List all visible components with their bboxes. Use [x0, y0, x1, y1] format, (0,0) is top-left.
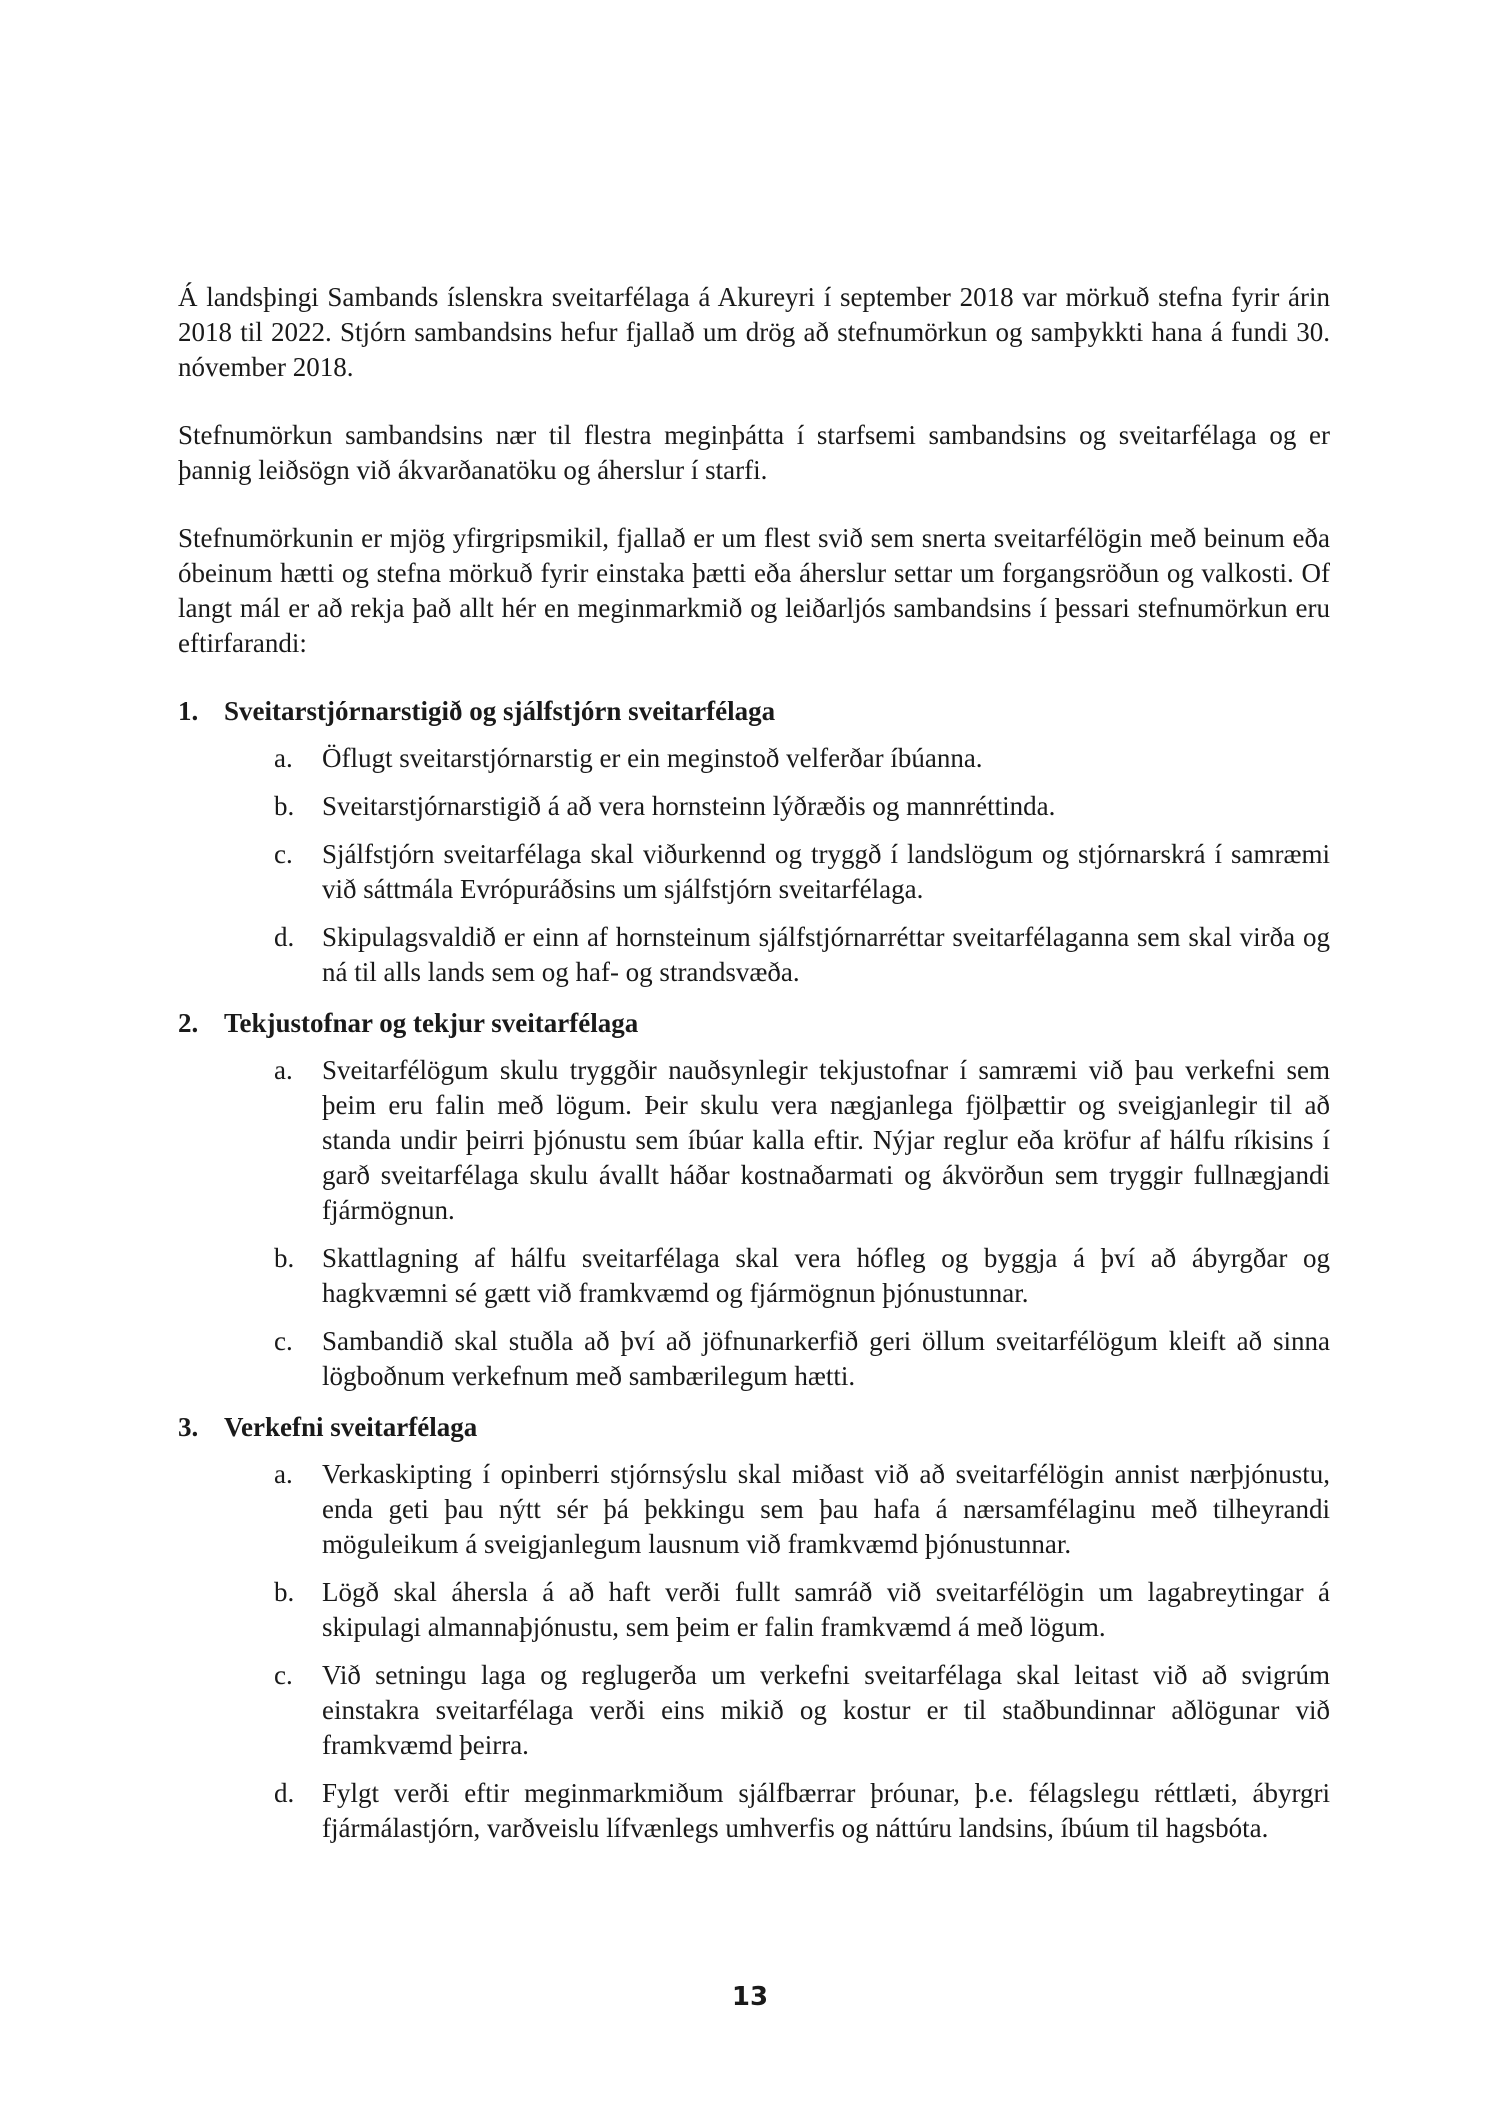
section-title: Verkefni sveitarfélaga: [224, 1412, 478, 1442]
section-title: Tekjustofnar og tekjur sveitarfélaga: [224, 1008, 639, 1038]
item-letter: d.: [274, 922, 295, 952]
item-letter: c.: [274, 1660, 293, 1690]
section-heading: [178, 1006, 1330, 1041]
list-item: [178, 1457, 1330, 1562]
item-text: Lögð skal áhersla á að haft verði fullt samráð við sveitarfélögin um lagabreytingar á skipulagi almannaþjónustu, sem þeim er falin framkvæmd á með lögum.: [322, 1577, 1330, 1642]
list-item: [178, 837, 1330, 907]
list-item: [178, 1575, 1330, 1645]
item-text: Við setningu laga og reglugerða um verkefni sveitarfélaga skal leitast við að svigrúm einstakra sveitarfélaga verði eins mikið og kostur er til staðbundinnar aðlögunar við framkvæmd þeirra.: [322, 1660, 1330, 1760]
list-item: [178, 1241, 1330, 1311]
item-text: Sambandið skal stuðla að því að jöfnunarkerfið geri öllum sveitarfélögum kleift að sinna lögboðnum verkefnum með sambærilegum hætti.: [322, 1326, 1330, 1391]
list-item: [178, 741, 1330, 776]
list-item: [178, 1324, 1330, 1394]
intro-paragraph: Stefnumörkun sambandsins nær til flestra meginþátta í starfsemi sambandsins og sveitarfélaga og er þannig leiðsögn við ákvarðanatöku og áherslur í starfi.: [178, 420, 1330, 485]
item-letter: a.: [274, 743, 293, 773]
item-text: Sveitarstjórnarstigið á að vera hornsteinn lýðræðis og mannréttinda.: [322, 791, 1056, 821]
intro-paragraph: Á landsþingi Sambands íslenskra sveitarfélaga á Akureyri í september 2018 var mörkuð stefna fyrir árin 2018 til 2022. Stjórn sambandsins hefur fjallað um drög að stefnumörkun og samþykkti hana á fundi 30. nóvember 2018.: [178, 282, 1330, 382]
page-content: [178, 280, 1330, 1862]
section-items: [178, 741, 1330, 990]
list-item: [178, 920, 1330, 990]
section-heading: [178, 1410, 1330, 1445]
intro-paragraph: Stefnumörkunin er mjög yfirgripsmikil, fjallað er um flest svið sem snerta sveitarfélögin með beinum eða óbeinum hætti og stefna mörkuð fyrir einstaka þætti eða áherslur settar um forgangsröðun og valkosti. Of langt mál er að rekja það allt hér en meginmarkmið og leiðarljós sambandsins í þessari stefnumörkun eru eftirfarandi:: [178, 523, 1330, 658]
item-letter: b.: [274, 1243, 295, 1273]
list-item: [178, 1053, 1330, 1228]
list-item: [178, 1776, 1330, 1846]
item-letter: c.: [274, 1326, 293, 1356]
section-number: 2.: [178, 1008, 199, 1038]
list-item: [178, 789, 1330, 824]
item-letter: d.: [274, 1778, 295, 1808]
list-item: [178, 1658, 1330, 1763]
section-heading: [178, 694, 1330, 729]
section-items: [178, 1457, 1330, 1846]
item-letter: c.: [274, 839, 293, 869]
item-text: Fylgt verði eftir meginmarkmiðum sjálfbærrar þróunar, þ.e. félagslegu réttlæti, ábyrgri fjármálastjórn, varðveislu lífvænlegs umhverfis og náttúru landsins, íbúum til hagsbóta.: [322, 1778, 1330, 1843]
section-number: 1.: [178, 696, 199, 726]
section-title: Sveitarstjórnarstigið og sjálfstjórn sveitarfélaga: [224, 696, 776, 726]
item-text: Verkaskipting í opinberri stjórnsýslu skal miðast við að sveitarfélögin annist nærþjónustu, enda geti þau nýtt sér þá þekkingu sem þau hafa á nærsamfélaginu með tilheyrandi möguleikum á sveigjanlegum lausnum við framkvæmd þjónustunnar.: [322, 1459, 1330, 1559]
intro-section: [178, 280, 1330, 661]
item-letter: b.: [274, 1577, 295, 1607]
item-text: Öflugt sveitarstjórnarstig er ein meginstoð velferðar íbúanna.: [322, 743, 983, 773]
item-letter: a.: [274, 1459, 293, 1489]
item-text: Sveitarfélögum skulu tryggðir nauðsynlegir tekjustofnar í samræmi við þau verkefni sem þeim eru falin með lögum. Þeir skulu vera nægjanlega fjölþættir og sveigjanlegir til að standa undir þeirri þjónustu sem íbúar kalla eftir. Nýjar reglur eða kröfur af hálfu ríkisins í garð sveitarfélaga skulu ávallt háðar kostnaðarmati og ákvörðun sem tryggir fullnægjandi fjármögnun.: [322, 1055, 1330, 1225]
item-text: Sjálfstjórn sveitarfélaga skal viðurkennd og tryggð í landslögum og stjórnarskrá í samræmi við sáttmála Evrópuráðsins um sjálfstjórn sveitarfélaga.: [322, 839, 1330, 904]
section-2: [178, 1006, 1330, 1394]
page-number: 13: [731, 1982, 769, 2012]
section-items: [178, 1053, 1330, 1394]
section-3: [178, 1410, 1330, 1846]
section-number: 3.: [178, 1412, 199, 1442]
item-text: Skipulagsvaldið er einn af hornsteinum sjálfstjórnarréttar sveitarfélaganna sem skal virða og ná til alls lands sem og haf- og strandsvæða.: [322, 922, 1330, 987]
section-1: [178, 694, 1330, 990]
item-text: Skattlagning af hálfu sveitarfélaga skal vera hófleg og byggja á því að ábyrgðar og hagkvæmni sé gætt við framkvæmd og fjármögnun þjónustunnar.: [322, 1243, 1330, 1308]
item-letter: a.: [274, 1055, 293, 1085]
item-letter: b.: [274, 791, 295, 821]
